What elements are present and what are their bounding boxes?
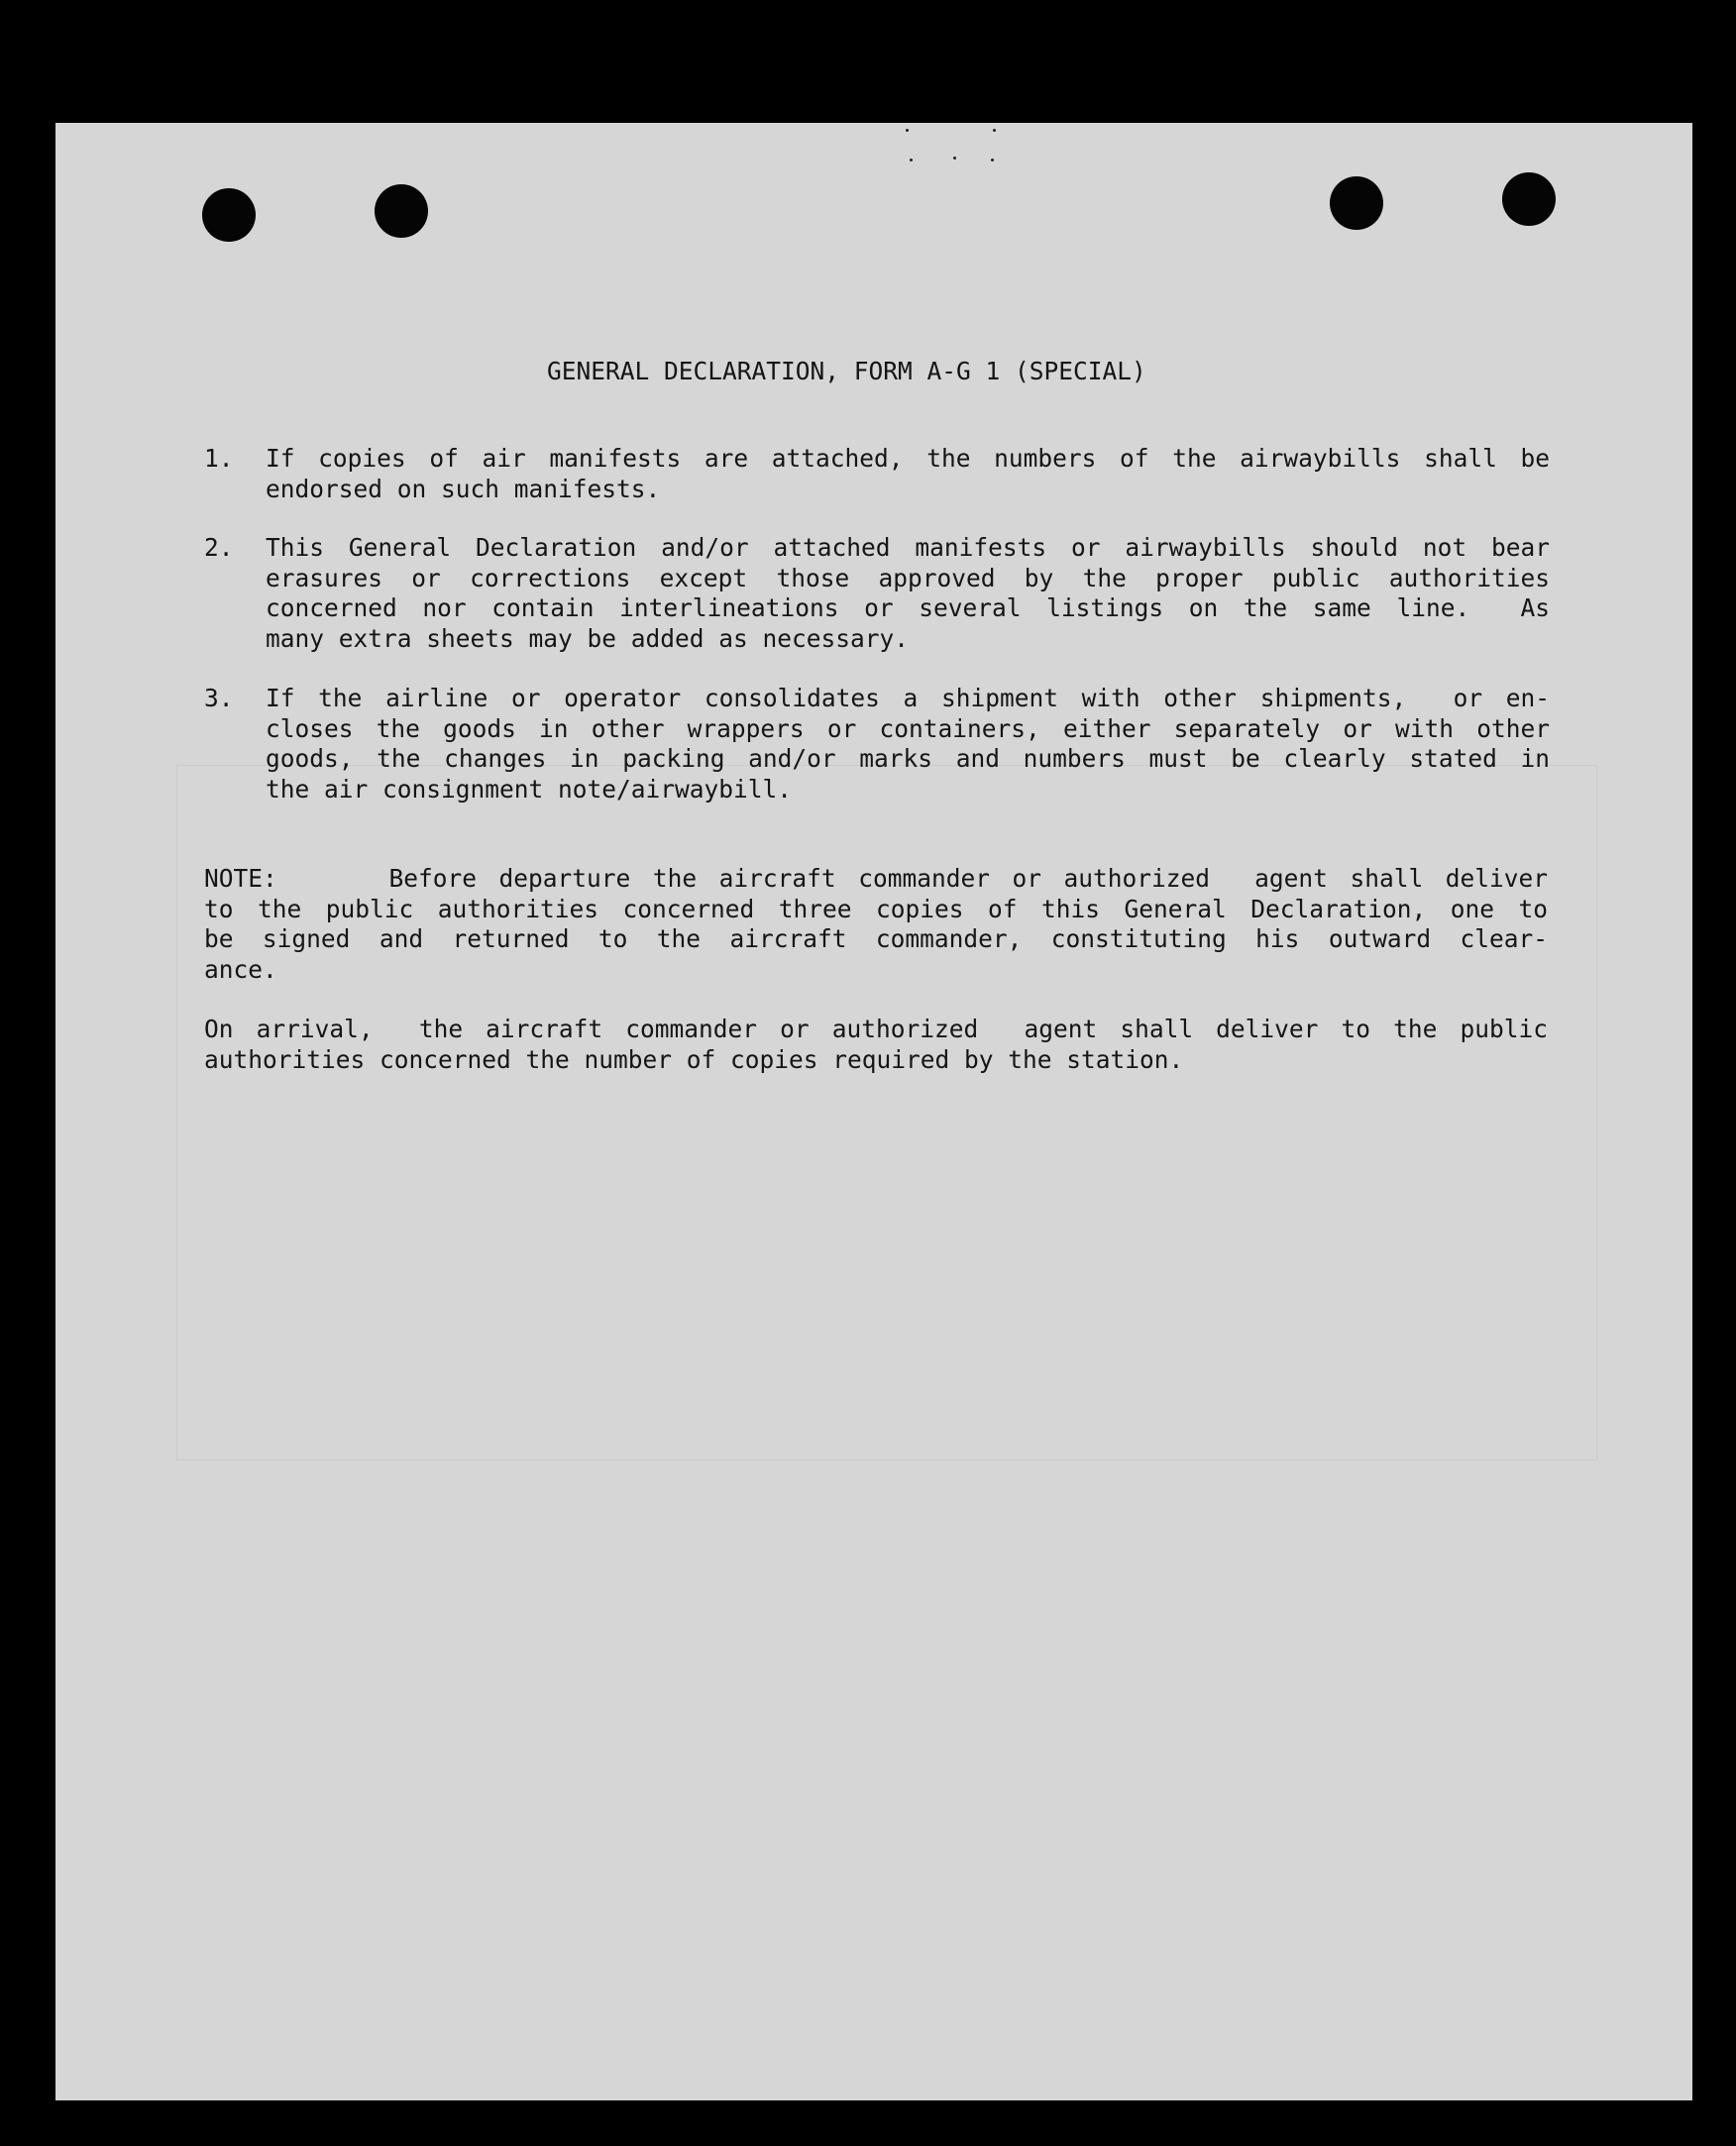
speck [906, 129, 909, 132]
item-line: If the airline or operator consolidates a shipment with other shipments, or en- [266, 684, 1550, 712]
punch-hole [1330, 176, 1383, 230]
item-number: 2. [204, 533, 234, 562]
speck [993, 129, 996, 132]
punch-hole [202, 188, 256, 242]
item-line: If copies of air manifests are attached, the numbers of the airwaybills shall be [266, 444, 1550, 473]
arrival-line: On arrival, the aircraft commander or authorized agent shall deliver to the public [204, 1015, 1548, 1043]
item-line: closes the goods in other wrappers or containers, either separately or with other [266, 713, 1550, 743]
speck [953, 157, 956, 160]
speck [991, 159, 994, 161]
note-line: NOTE: Before departure the aircraft commander or authorized agent shall deliver [204, 864, 1548, 893]
note-paragraph [204, 864, 1548, 985]
note-line: ance. [204, 954, 277, 984]
item-line: erasures or corrections except those approved by the proper public authorities [266, 563, 1550, 592]
item-line: many extra sheets may be added as necessary. [266, 623, 910, 653]
item-line: endorsed on such manifests. [266, 474, 661, 503]
punch-hole [375, 184, 428, 238]
item-line: the air consignment note/airwaybill. [266, 774, 793, 804]
item-line: goods, the changes in packing and/or marks and numbers must be clearly stated in [266, 744, 1550, 773]
speck [910, 159, 913, 161]
note-line: be signed and returned to the aircraft commander, constituting his outward clear- [204, 924, 1548, 953]
arrival-paragraph [204, 1015, 1548, 1075]
punch-hole [1502, 172, 1556, 226]
document-page [55, 123, 1692, 2100]
note-line: to the public authorities concerned three copies of this General Declaration, one to [204, 894, 1548, 923]
arrival-line: authorities concerned the number of copies required by the station. [204, 1044, 1184, 1074]
item-line: This General Declaration and/or attached manifests or airwaybills should not bear [266, 533, 1550, 562]
item-number: 3. [204, 684, 234, 712]
item-line: concerned nor contain interlineations or several listings on the same line. As [266, 593, 1550, 622]
item-number: 1. [204, 444, 234, 473]
document-title: GENERAL DECLARATION, FORM A-G 1 (SPECIAL) [547, 357, 1146, 385]
